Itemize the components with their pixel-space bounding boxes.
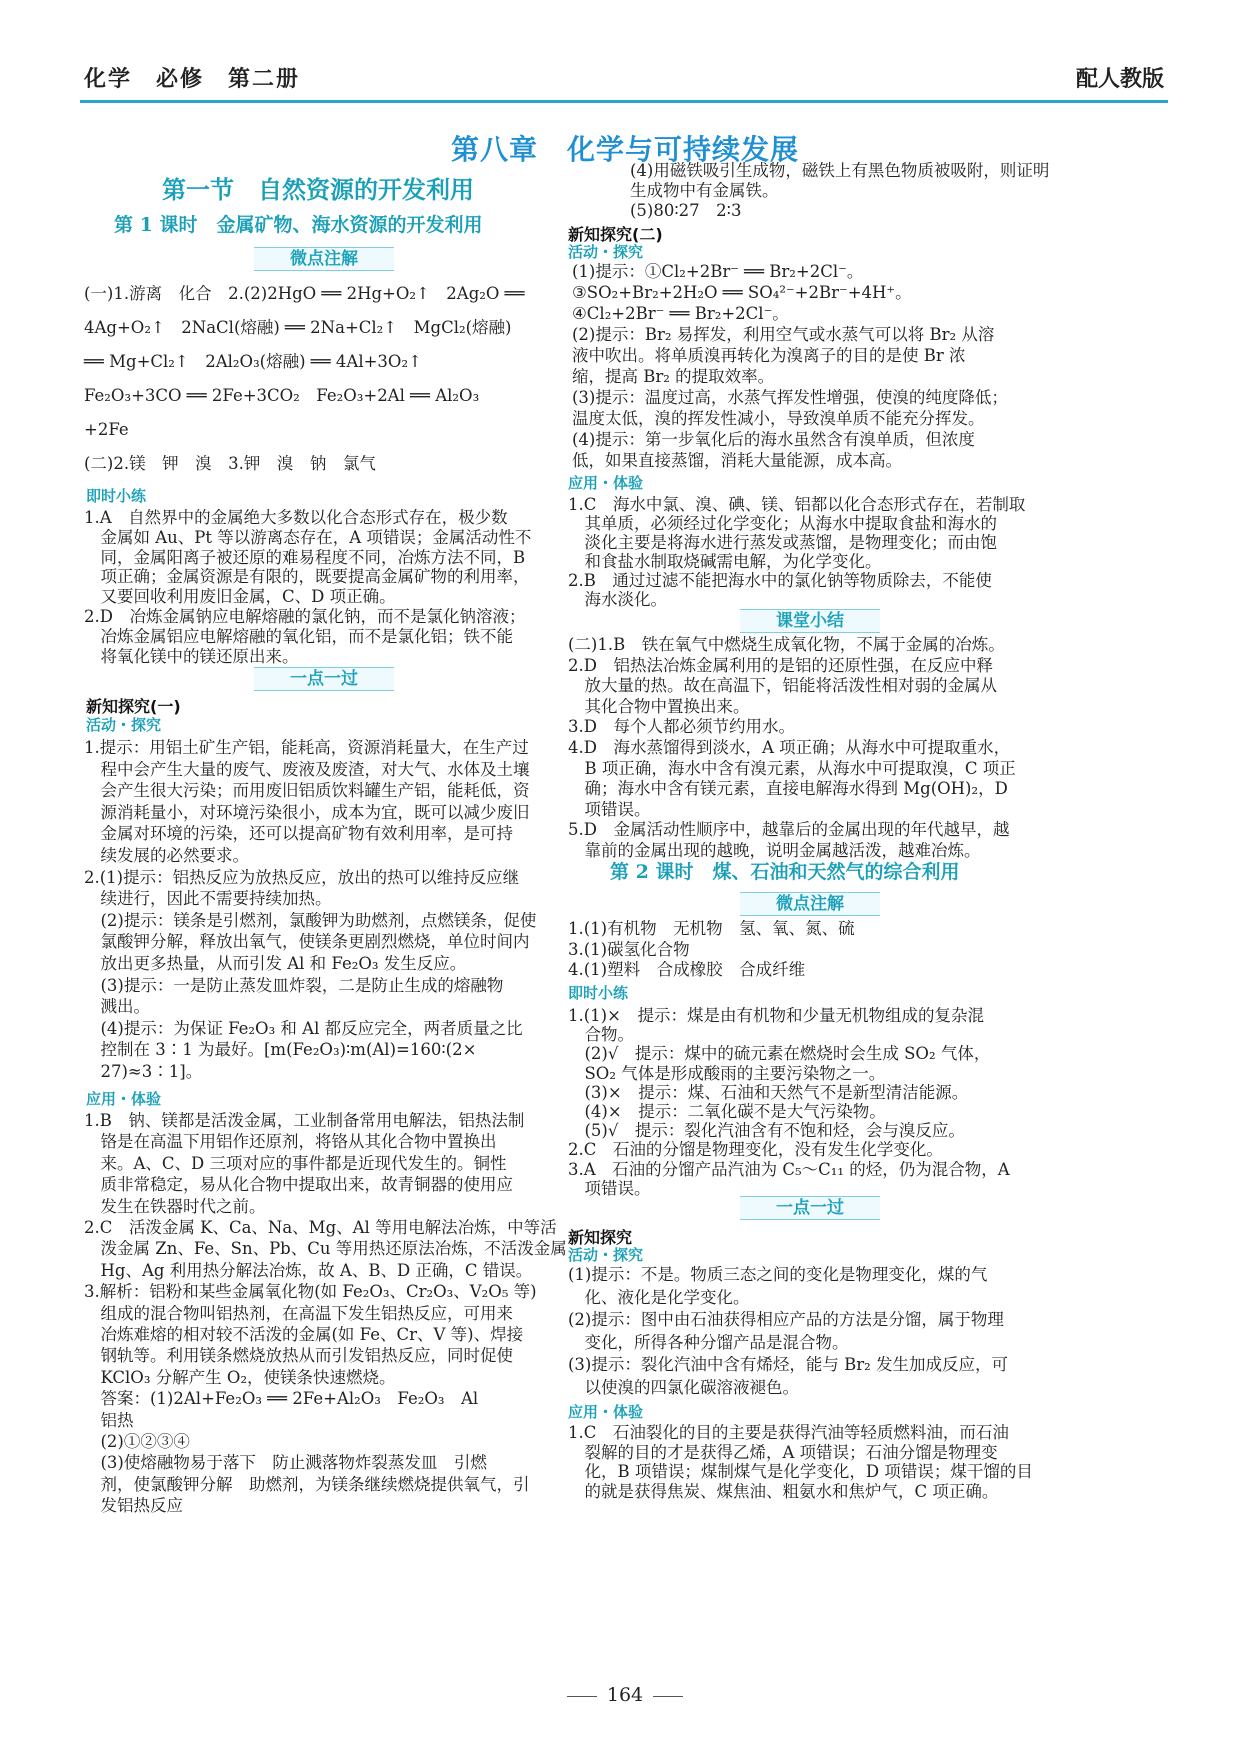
text-line: 2.D 铝热法冶炼金属利用的是铝的还原性强，在反应中释 — [568, 655, 993, 675]
text-line: 淡化主要是将海水进行蒸发或蒸馏，是物理变化；而由饱 — [568, 533, 997, 552]
text-line: Fe₂O₃+3CO ══ 2Fe+3CO₂ Fe₂O₃+2Al ══ Al₂O₃ — [84, 386, 480, 405]
text-line: 3.(1)碳氢化合物 — [568, 939, 690, 959]
text-line: 海水淡化。 — [568, 590, 667, 609]
banner-yidian: 一点一过 — [254, 667, 394, 691]
text-line: 放出更多热量，从而引发 Al 和 Fe₂O₃ 发生反应。 — [84, 954, 467, 973]
text-line: 质非常稳定，易从化合物中提取出来，故青铜器的使用应 — [84, 1175, 513, 1195]
text-line: ③SO₂+Br₂+2H₂O ══ SO₄²⁻+2Br⁻+4H⁺。 — [572, 283, 912, 302]
text-line: 的就是获得焦炭、煤焦油、粗氨水和焦炉气，C 项正确。 — [568, 1481, 999, 1501]
text-line: ④Cl₂+2Br⁻ ══ Br₂+2Cl⁻。 — [572, 304, 789, 323]
text-line: 金属如 Au、Pt 等以游离态存在，A 项错误；金属活动性不 — [84, 527, 532, 547]
edition-label: 配人教版 — [1075, 67, 1164, 92]
dash-right — [653, 1696, 683, 1697]
text-line: 4Ag+O₂↑ 2NaCl(熔融) ══ 2Na+Cl₂↑ MgCl₂(熔融) — [84, 318, 512, 337]
text-line: 同，金属阳离子被还原的难易程度不同，冶炼方法不同，B — [84, 547, 526, 567]
tag-yingyong3: 应用・体验 — [568, 1403, 644, 1421]
tag-jishi2: 即时小练 — [568, 984, 629, 1002]
text-line: 组成的混合物叫铝热剂，在高温下发生铝热反应，可用来 — [84, 1303, 513, 1323]
text-line: 3.A 石油的分馏产品汽油为 C₅～C₁₁ 的烃，仍为混合物，A — [568, 1159, 1010, 1179]
text-line: 放大量的热。故在高温下，铝能将活泼性相对弱的金属从 — [568, 676, 997, 696]
text-line: 1.A 自然界中的金属绝大多数以化合态形式存在，极少数 — [84, 508, 508, 527]
tag-yingyong2: 应用・体验 — [568, 474, 644, 492]
text-line: 1.提示：用铝土矿生产铝，能耗高，资源消耗量大，在生产过 — [84, 738, 529, 757]
text-line: 项正确；金属资源是有限的，既要提高金属矿物的利用率， — [84, 567, 530, 587]
text-line: (2)提示：镁条是引燃剂，氯酸钾为助燃剂，点燃镁条，促使 — [84, 910, 537, 930]
text-line: 答案：(1)2Al+Fe₂O₃ ══ 2Fe+Al₂O₃ Fe₂O₃ Al — [84, 1389, 479, 1409]
text-line: 3.解析：铝粉和某些金属氧化物(如 Fe₂O₃、Cr₂O₃、V₂O₅ 等) — [84, 1282, 537, 1302]
text-line: 续发展的必然要求。 — [84, 846, 249, 865]
text-line: B 项正确，海水中含有溴元素，从海水中可提取溴，C 项正 — [568, 758, 1016, 778]
banner-ketang: 课堂小结 — [740, 609, 880, 633]
tag-huodong1: 活动・探究 — [86, 716, 162, 734]
text-line: 27)≈3∶1]。 — [84, 1062, 203, 1081]
text-line: (3)× 提示：煤、石油和天然气不是新型清洁能源。 — [568, 1082, 969, 1102]
text-line: 项错误。 — [568, 799, 651, 819]
text-line: 化，B 项错误；煤制煤气是化学变化，D 项错误；煤干馏的目 — [568, 1462, 1033, 1481]
text-line: 生成物中有金属铁。 — [630, 181, 779, 200]
dash-left — [567, 1696, 597, 1697]
tag-jishi: 即时小练 — [86, 487, 147, 505]
text-line: 铬是在高温下用铝作还原剂，将铬从其化合物中置换出 — [84, 1132, 497, 1152]
left-column — [84, 0, 584, 1739]
tag-xinzhi: 新知探究 — [568, 1228, 633, 1247]
text-line: 4.(1)塑料 合成橡胶 合成纤维 — [568, 960, 806, 979]
text-line: 续进行，因此不需要持续加热。 — [84, 889, 332, 909]
text-line: (1)提示：不是。物质三态之间的变化是物理变化，煤的气 — [568, 1265, 988, 1284]
text-line: 2.D 冶炼金属钠应电解熔融的氯化钠，而不是氯化钠溶液； — [84, 607, 526, 626]
text-line: (4)提示：为保证 Fe₂O₃ 和 Al 都反应完全，两者质量之比 — [84, 1018, 523, 1038]
text-line: (2)①②③④ — [84, 1432, 190, 1451]
text-line: (2)提示：图中由石油获得相应产品的方法是分馏，属于物理 — [568, 1310, 1004, 1330]
text-line: 钢轨等。利用镁条燃烧放热从而引发铝热反应，同时促使 — [84, 1346, 513, 1366]
text-line: ══ Mg+Cl₂↑ 2Al₂O₃(熔融) ══ 4Al+3O₂↑ — [84, 352, 422, 371]
text-line: (4)× 提示：二氧化碳不是大气污染物。 — [568, 1102, 886, 1121]
text-line: 确；海水中含有镁元素，直接电解海水得到 Mg(OH)₂，D — [568, 779, 1008, 799]
text-line: (3)提示：一是防止蒸发皿炸裂，二是防止生成的熔融物 — [84, 975, 504, 995]
text-line: Hg、Ag 利用热分解法冶炼，故 A、B、D 正确，C 错误。 — [84, 1260, 533, 1280]
text-line: 冶炼金属铝应电解熔融的氧化铝，而不是氯化铝；铁不能 — [84, 626, 513, 646]
text-line: 来。A、C、D 三项对应的事件都是近现代发生的。铜性 — [84, 1153, 507, 1173]
text-line: 溅出。 — [84, 997, 150, 1017]
text-line: SO₂ 气体是形成酸雨的主要污染物之一。 — [568, 1063, 886, 1083]
text-line: 1.(1)有机物 无机物 氢、氧、氮、硫 — [568, 919, 855, 938]
section-title: 第一节 自然资源的开发利用 — [162, 175, 474, 204]
tag-xinzhi2: 新知探究(二) — [568, 225, 663, 244]
text-line: (4)用磁铁吸引生成物，磁铁上有黑色物质被吸附，则证明 — [630, 161, 1050, 180]
text-line: 液中吹出。将单质溴再转化为溴离子的目的是使 Br 浓 — [572, 346, 966, 365]
text-line: 靠前的金属出现的越晚，说明金属越活泼，越难冶炼。 — [568, 841, 981, 860]
text-line: 氯酸钾分解，释放出氧气，使镁条更剧烈燃烧，单位时间内 — [84, 932, 530, 952]
text-line: 1.B 钠、镁都是活泼金属，工业制备常用电解法，铝热法制 — [84, 1111, 525, 1130]
tag-yingyong1: 应用・体验 — [86, 1090, 162, 1108]
text-line: 4.D 海水蒸馏得到淡水，A 项正确；从海水中可提取重水， — [568, 738, 1011, 757]
text-line: 1.C 石油裂化的目的主要是获得汽油等轻质燃料油，而石油 — [568, 1423, 1009, 1442]
banner-yidian2: 一点一过 — [740, 1196, 880, 1220]
text-line: (2)√ 提示：煤中的硫元素在燃烧时会生成 SO₂ 气体， — [568, 1044, 991, 1064]
text-line: 程中会产生大量的废气、废液及废渣，对大气、水体及土壤 — [84, 759, 530, 779]
text-line: (3)使熔融物易于落下 防止溅落物炸裂蒸发皿 引燃 — [84, 1453, 487, 1473]
text-line: 2.C 活泼金属 K、Ca、Na、Mg、Al 等用电解法冶炼，中等活 — [84, 1218, 557, 1237]
text-line: (3)提示：温度过高，水蒸气挥发性增强，使溴的纯度降低； — [572, 388, 1008, 407]
page-number-wrap — [0, 1684, 1250, 1706]
text-line: 和食盐水制取烧碱需电解，为化学变化。 — [568, 552, 882, 571]
text-line: 又要回收利用废旧金属，C、D 项正确。 — [84, 587, 396, 607]
text-line: 1.(1)× 提示：煤是由有机物和少量无机物组成的复杂混 — [568, 1006, 984, 1025]
page-number: 164 — [606, 1684, 644, 1706]
text-line: 会产生很大污染；而用废旧铝质饮料罐生产铝，能耗低，资 — [84, 781, 530, 801]
text-line: 冶炼难熔的相对较不活泼的金属(如 Fe、Cr、V 等)、焊接 — [84, 1325, 524, 1344]
text-line: 温度太低，溴的挥发性减小，导致溴单质不能充分挥发。 — [572, 409, 985, 428]
text-line: 2.B 通过过滤不能把海水中的氯化钠等物质除去，不能使 — [568, 571, 992, 590]
banner-weidian2: 微点注解 — [740, 892, 880, 916]
text-line: 其单质，必须经过化学变化；从海水中提取食盐和海水的 — [568, 514, 997, 533]
book-title: 化学 必修 第二册 — [84, 67, 301, 92]
lesson1-title: 第 1 课时 金属矿物、海水资源的开发利用 — [114, 214, 483, 236]
chapter-title: 第八章 化学与可持续发展 — [450, 133, 799, 166]
text-line: 其化合物中置换出来。 — [568, 696, 750, 716]
text-line: 源消耗量小，对环境污染很小，成本为宜，既可以减少废旧 — [84, 802, 530, 822]
tag-huodong2: 活动・探究 — [568, 243, 644, 261]
tag-huodong3: 活动・探究 — [568, 1246, 644, 1264]
text-line: 缩，提高 Br₂ 的提取效率。 — [572, 367, 775, 386]
text-line: KClO₃ 分解产生 O₂，使镁条快速燃烧。 — [84, 1367, 396, 1387]
text-line: 变化，所得各种分馏产品是混合物。 — [568, 1332, 849, 1352]
text-line: (2)提示：Br₂ 易挥发，利用空气或水蒸气可以将 Br₂ 从溶 — [572, 325, 995, 344]
text-line: 化、液化是化学变化。 — [568, 1287, 750, 1307]
text-line: 2.(1)提示：铝热反应为放热反应，放出的热可以维持反应继 — [84, 867, 520, 887]
text-line: (1)提示：①Cl₂+2Br⁻ ══ Br₂+2Cl⁻。 — [572, 262, 864, 281]
text-line: (5)80∶27 2∶3 — [630, 201, 742, 220]
text-line: 控制在 3∶1 为最好。[m(Fe₂O₃)∶m(Al)=160∶(2× — [84, 1040, 477, 1060]
text-line: (3)提示：裂化汽油中含有烯烃，能与 Br₂ 发生加成反应，可 — [568, 1355, 1008, 1375]
lesson2-title: 第 2 课时 煤、石油和天然气的综合利用 — [610, 861, 960, 883]
tag-xinzhi1: 新知探究(一) — [86, 697, 181, 716]
text-line: (一)1.游离 化合 2.(2)2HgO ══ 2Hg+O₂↑ 2Ag₂O ══ — [84, 284, 525, 303]
text-line: (二)2.镁 钾 溴 3.钾 溴 钠 氯气 — [84, 454, 376, 473]
text-line: 5.D 金属活动性顺序中，越靠后的金属出现的年代越早，越 — [568, 820, 1010, 840]
text-line: 项错误。 — [568, 1178, 651, 1198]
text-line: 1.C 海水中氯、溴、碘、镁、铝都以化合态形式存在，若制取 — [568, 495, 1026, 514]
text-line: 发生在铁器时代之前。 — [84, 1196, 266, 1216]
text-line: 将氧化镁中的镁还原出来。 — [84, 646, 299, 666]
text-line: 合物。 — [568, 1025, 634, 1045]
text-line: 以使溴的四氯化碳溶液褪色。 — [568, 1378, 799, 1397]
text-line: 泼金属 Zn、Fe、Sn、Pb、Cu 等用热还原法冶炼，不活泼金属 — [84, 1239, 567, 1259]
text-line: 2.C 石油的分馏是物理变化，没有发生化学变化。 — [568, 1140, 943, 1160]
text-line: 剂，使氯酸钾分解 助燃剂，为镁条继续燃烧提供氧气，引 — [84, 1474, 530, 1494]
text-line: 低，如果直接蒸馏，消耗大量能源，成本高。 — [572, 451, 902, 470]
banner-weidian: 微点注解 — [254, 247, 394, 271]
text-line: 金属对环境的污染，还可以提高矿物有效利用率，是可持 — [84, 824, 513, 844]
text-line: 3.D 每个人都必须节约用水。 — [568, 717, 795, 737]
text-line: 发铝热反应 — [84, 1496, 183, 1516]
text-line: 铝热 — [84, 1410, 134, 1430]
text-line: (4)提示：第一步氧化后的海水虽然含有溴单质，但浓度 — [572, 430, 975, 449]
text-line: 裂解的目的才是获得乙烯，A 项错误；石油分馏是物理变 — [568, 1442, 998, 1462]
text-line: (二)1.B 铁在氧气中燃烧生成氧化物，不属于金属的冶炼。 — [568, 635, 1005, 654]
text-line: +2Fe — [84, 420, 129, 439]
text-line: (5)√ 提示：裂化汽油含有不饱和烃，会与溴反应。 — [568, 1121, 965, 1141]
